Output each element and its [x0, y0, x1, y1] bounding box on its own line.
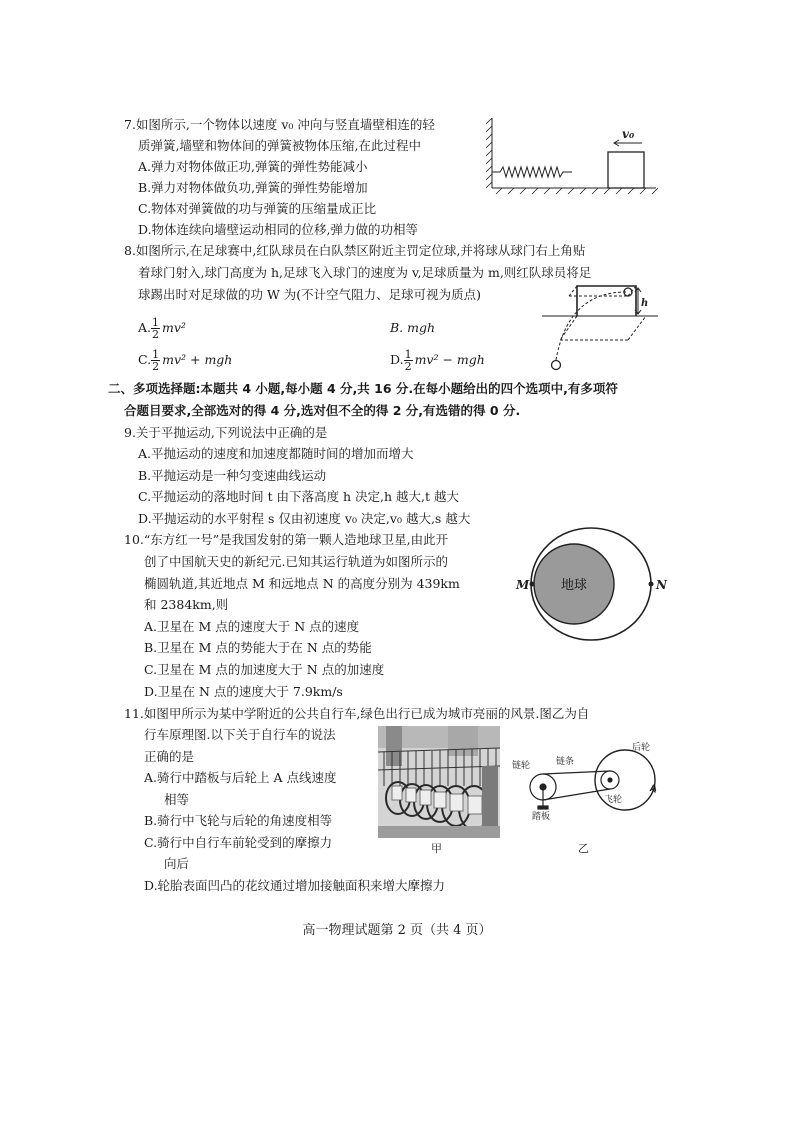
- q10-perigee-label: M: [516, 578, 530, 592]
- q8-height-label: h: [641, 298, 649, 309]
- q8-option-a-fraction: [151, 317, 160, 340]
- q11-stem-line1: 11.如图甲所示为某中学附近的公共自行车,绿色出行已成为城市亮丽的风景.图乙为自: [124, 706, 590, 721]
- q8-option-d-expr: mv² − mgh: [414, 352, 485, 367]
- q11-stem-line3: 正确的是: [144, 749, 195, 764]
- page-footer: 高一物理试题第 2 页（共 4 页）: [302, 923, 492, 938]
- q11-option-d: D.轮胎表面凹凸的花纹通过增加接触面积来增大摩擦力: [144, 878, 446, 893]
- q11-flywheel-label: 飞轮: [604, 795, 623, 805]
- q10-orbit-figure: [508, 522, 668, 652]
- q8-fraction-numerator: 1: [152, 316, 160, 329]
- q11-rear-wheel-label: 后轮: [632, 743, 651, 753]
- q8-option-a-prefix: A.: [138, 320, 152, 335]
- q7-stem-line1: 7.如图所示,一个物体以速度 v₀ 冲向与竖直墙壁相连的轻: [124, 117, 435, 132]
- q7-option-a: A.弹力对物体做正功,弹簧的弹性势能减小: [138, 159, 368, 174]
- q8-option-d: [390, 348, 485, 372]
- q9-option-d: D.平抛运动的水平射程 s 仅由初速度 v₀ 决定,v₀ 越大,s 越大: [138, 511, 471, 526]
- q8-option-a-expr: mv²: [162, 320, 186, 335]
- q8-fraction-denominator: 2: [152, 328, 160, 341]
- q11-transmission-diagram: [510, 740, 660, 820]
- q7-option-d: D.物体连续向墙壁运动相同的位移,弹力做的功相等: [138, 222, 419, 237]
- q10-apogee-label: N: [656, 578, 667, 592]
- q9-option-b: B.平抛运动是一种匀变速曲线运动: [138, 468, 327, 483]
- q8-option-b: B. mgh: [390, 320, 436, 335]
- q8-option-d-prefix: D.: [390, 352, 404, 367]
- q9-option-a: A.平抛运动的速度和加速度都随时间的增加而增大: [138, 446, 414, 461]
- q9-option-c: C.平抛运动的落地时间 t 由下落高度 h 决定,h 越大,t 越大: [138, 489, 460, 504]
- q8-fraction-numerator: 1: [152, 348, 160, 361]
- q11-chain-label: 链条: [556, 757, 575, 767]
- q10-stem-line3: 椭圆轨道,其近地点 M 和远地点 N 的高度分别为 439km: [144, 576, 460, 591]
- q8-option-c-expr: mv² + mgh: [162, 352, 233, 367]
- q7-option-b: B.弹力对物体做负功,弹簧的弹性势能增加: [138, 180, 368, 195]
- q7-velocity-label: v₀: [622, 127, 635, 141]
- q8-option-c: [138, 348, 232, 372]
- q8-fraction-denominator: 2: [404, 360, 412, 373]
- q11-option-b: B.骑行中飞轮与后轮的角速度相等: [144, 813, 333, 828]
- section2-header-line1: 二、多项选择题:本题共 4 小题,每小题 4 分,共 16 分.在每小题给出的四个选项中,有多项符: [108, 381, 618, 396]
- q11-stem-line2: 行车原理图.以下关于自行车的说法: [144, 727, 336, 742]
- q8-stem-line2: 着球门射入,球门高度为 h,足球飞入球门的速度为 v,足球质量为 m,则红队球员将足: [138, 265, 592, 280]
- q11-pedal-label: 踏板: [532, 812, 551, 820]
- q11-point-a-label: A: [650, 784, 657, 794]
- q10-stem-line2: 创了中国航天史的新纪元.已知其运行轨道为如图所示的: [144, 554, 448, 569]
- q11-figure-jia-label: 甲: [431, 842, 442, 855]
- section2-header-line2: 合题目要求,全部选对的得 4 分,选对但不全的得 2 分,有选错的得 0 分.: [124, 403, 521, 418]
- q8-fraction-denominator: 2: [152, 360, 160, 373]
- q10-option-d: D.卫星在 N 点的速度大于 7.9km/s: [144, 684, 343, 699]
- q8-option-a: [138, 316, 186, 340]
- q10-option-b: B.卫星在 M 点的势能大于在 N 点的势能: [144, 640, 372, 655]
- q8-stem-line1: 8.如图所示,在足球赛中,红队球员在白队禁区附近主罚定位球,并将球从球门右上角贴: [124, 243, 586, 258]
- q11-option-c: C.骑行中自行车前轮受到的摩擦力: [144, 835, 333, 850]
- q11-figure-yi-label: 乙: [578, 842, 589, 855]
- q8-option-d-fraction: [404, 349, 413, 372]
- q8-option-c-fraction: [151, 349, 160, 372]
- q11-bicycle-photo: [378, 726, 500, 838]
- q10-stem-line1: 10.“东方红一号”是我国发射的第一颗人造地球卫星,由此开: [124, 532, 449, 547]
- q11-option-c-cont: 向后: [164, 856, 190, 871]
- q11-bicycle-photo-drawing: [378, 726, 500, 838]
- q10-option-a: A.卫星在 M 点的速度大于 N 点的速度: [144, 619, 360, 634]
- q11-sprocket-label: 链轮: [512, 761, 531, 771]
- q7-spring-wall-figure: [486, 114, 658, 196]
- q8-stem-line3: 球踢出时对足球做的功 W 为(不计空气阻力、足球可视为质点): [138, 287, 482, 302]
- q11-option-a: A.骑行中踏板与后轮上 A 点线速度: [144, 770, 337, 785]
- q8-goal-figure: [542, 282, 658, 374]
- q8-fraction-numerator: 1: [404, 348, 412, 361]
- q11-option-a-cont: 相等: [164, 792, 190, 807]
- q8-option-c-prefix: C.: [138, 352, 152, 367]
- q7-stem-line2: 质弹簧,墙壁和物体间的弹簧被物体压缩,在此过程中: [138, 138, 421, 153]
- q9-stem: 9.关于平抛运动,下列说法中正确的是: [124, 425, 328, 440]
- q10-option-c: C.卫星在 M 点的加速度大于 N 点的加速度: [144, 662, 385, 677]
- q7-option-c: C.物体对弹簧做的功与弹簧的压缩量成正比: [138, 201, 377, 216]
- q10-earth-label: 地球: [560, 578, 588, 593]
- q10-stem-line4: 和 2384km,则: [144, 597, 229, 612]
